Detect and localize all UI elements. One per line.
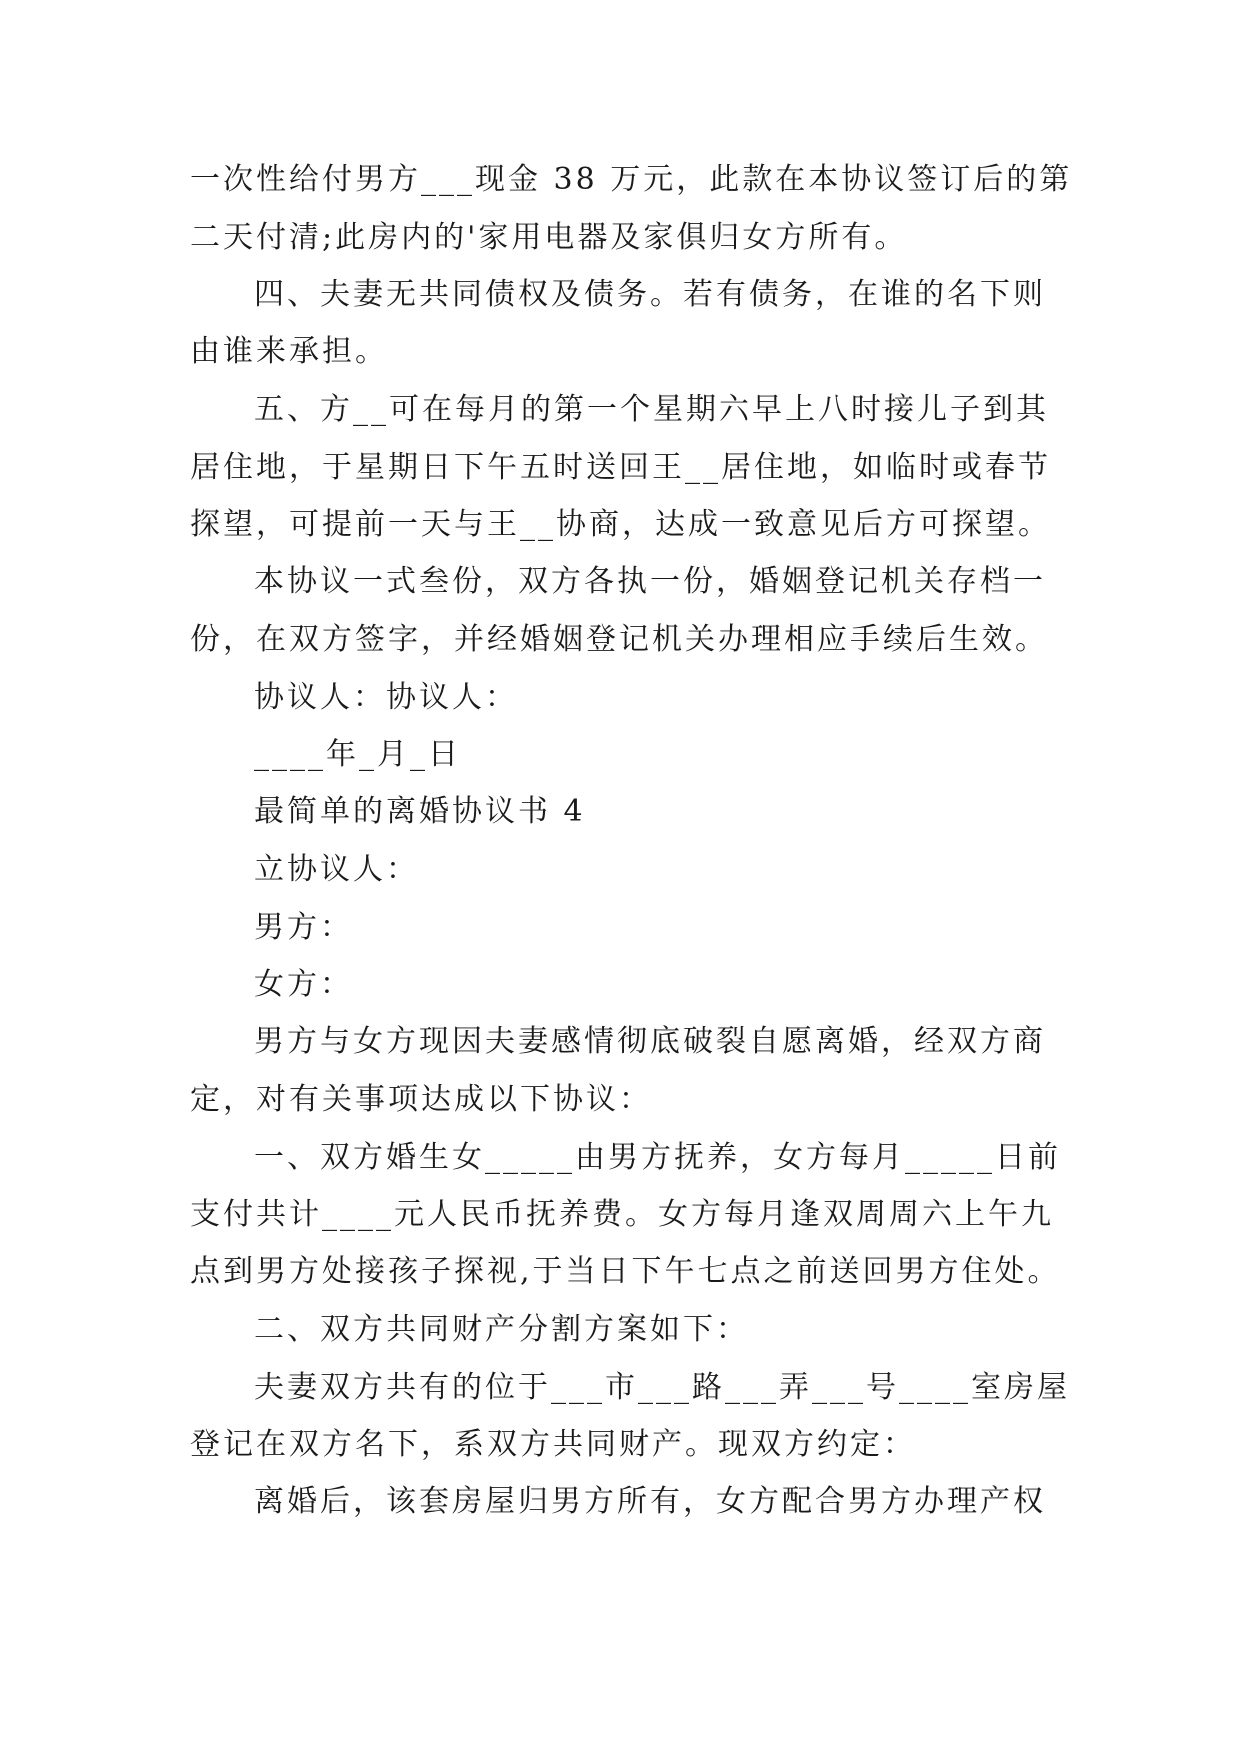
text-line: 四、夫妻无共同债权及债务。若有债务，在谁的名下则 bbox=[254, 277, 1046, 312]
text-line: 支付共计____元人民币抚养费。女方每月逢双周周六上午九 bbox=[190, 1197, 1054, 1232]
text-line: 定，对有关事项达成以下协议： bbox=[190, 1082, 652, 1117]
text-line: 由谁来承担。 bbox=[190, 334, 388, 369]
section-title: 最简单的离婚协议书 4 bbox=[254, 794, 586, 829]
text-line: 点到男方处接孩子探视,于当日下午七点之前送回男方住处。 bbox=[190, 1254, 1061, 1289]
text-line: 二、双方共同财产分割方案如下： bbox=[254, 1312, 749, 1347]
text-line: 五、方__可在每月的第一个星期六早上八时接儿子到其 bbox=[254, 392, 1049, 427]
text-line: 夫妻双方共有的位于___市___路___弄___号____室房屋 bbox=[254, 1370, 1070, 1405]
date-line: ____年_月_日 bbox=[254, 737, 461, 772]
text-line: 一、双方婚生女_____由男方抚养，女方每月_____日前 bbox=[254, 1140, 1061, 1175]
text-line: 居住地，于星期日下午五时送回王__居住地，如临时或春节 bbox=[190, 450, 1051, 485]
text-line: 女方： bbox=[254, 967, 353, 1002]
text-line: 探望，可提前一天与王__协商，达成一致意见后方可探望。 bbox=[190, 507, 1051, 542]
text-line: 一次性给付男方___现金 38 万元，此款在本协议签订后的第 bbox=[190, 162, 1073, 197]
signature-line: 协议人：协议人： bbox=[254, 680, 518, 715]
text-line: 二天付清;此房内的'家用电器及家俱归女方所有。 bbox=[190, 220, 908, 255]
text-line: 立协议人： bbox=[254, 852, 419, 887]
text-line: 本协议一式叁份，双方各执一份，婚姻登记机关存档一 bbox=[254, 564, 1046, 599]
text-line: 男方： bbox=[254, 910, 353, 945]
text-line: 份，在双方签字，并经婚姻登记机关办理相应手续后生效。 bbox=[190, 622, 1048, 657]
text-line: 离婚后，该套房屋归男方所有，女方配合男方办理产权 bbox=[254, 1484, 1046, 1519]
text-line: 登记在双方名下，系双方共同财产。现双方约定： bbox=[190, 1427, 916, 1462]
text-line: 男方与女方现因夫妻感情彻底破裂自愿离婚，经双方商 bbox=[254, 1024, 1046, 1059]
